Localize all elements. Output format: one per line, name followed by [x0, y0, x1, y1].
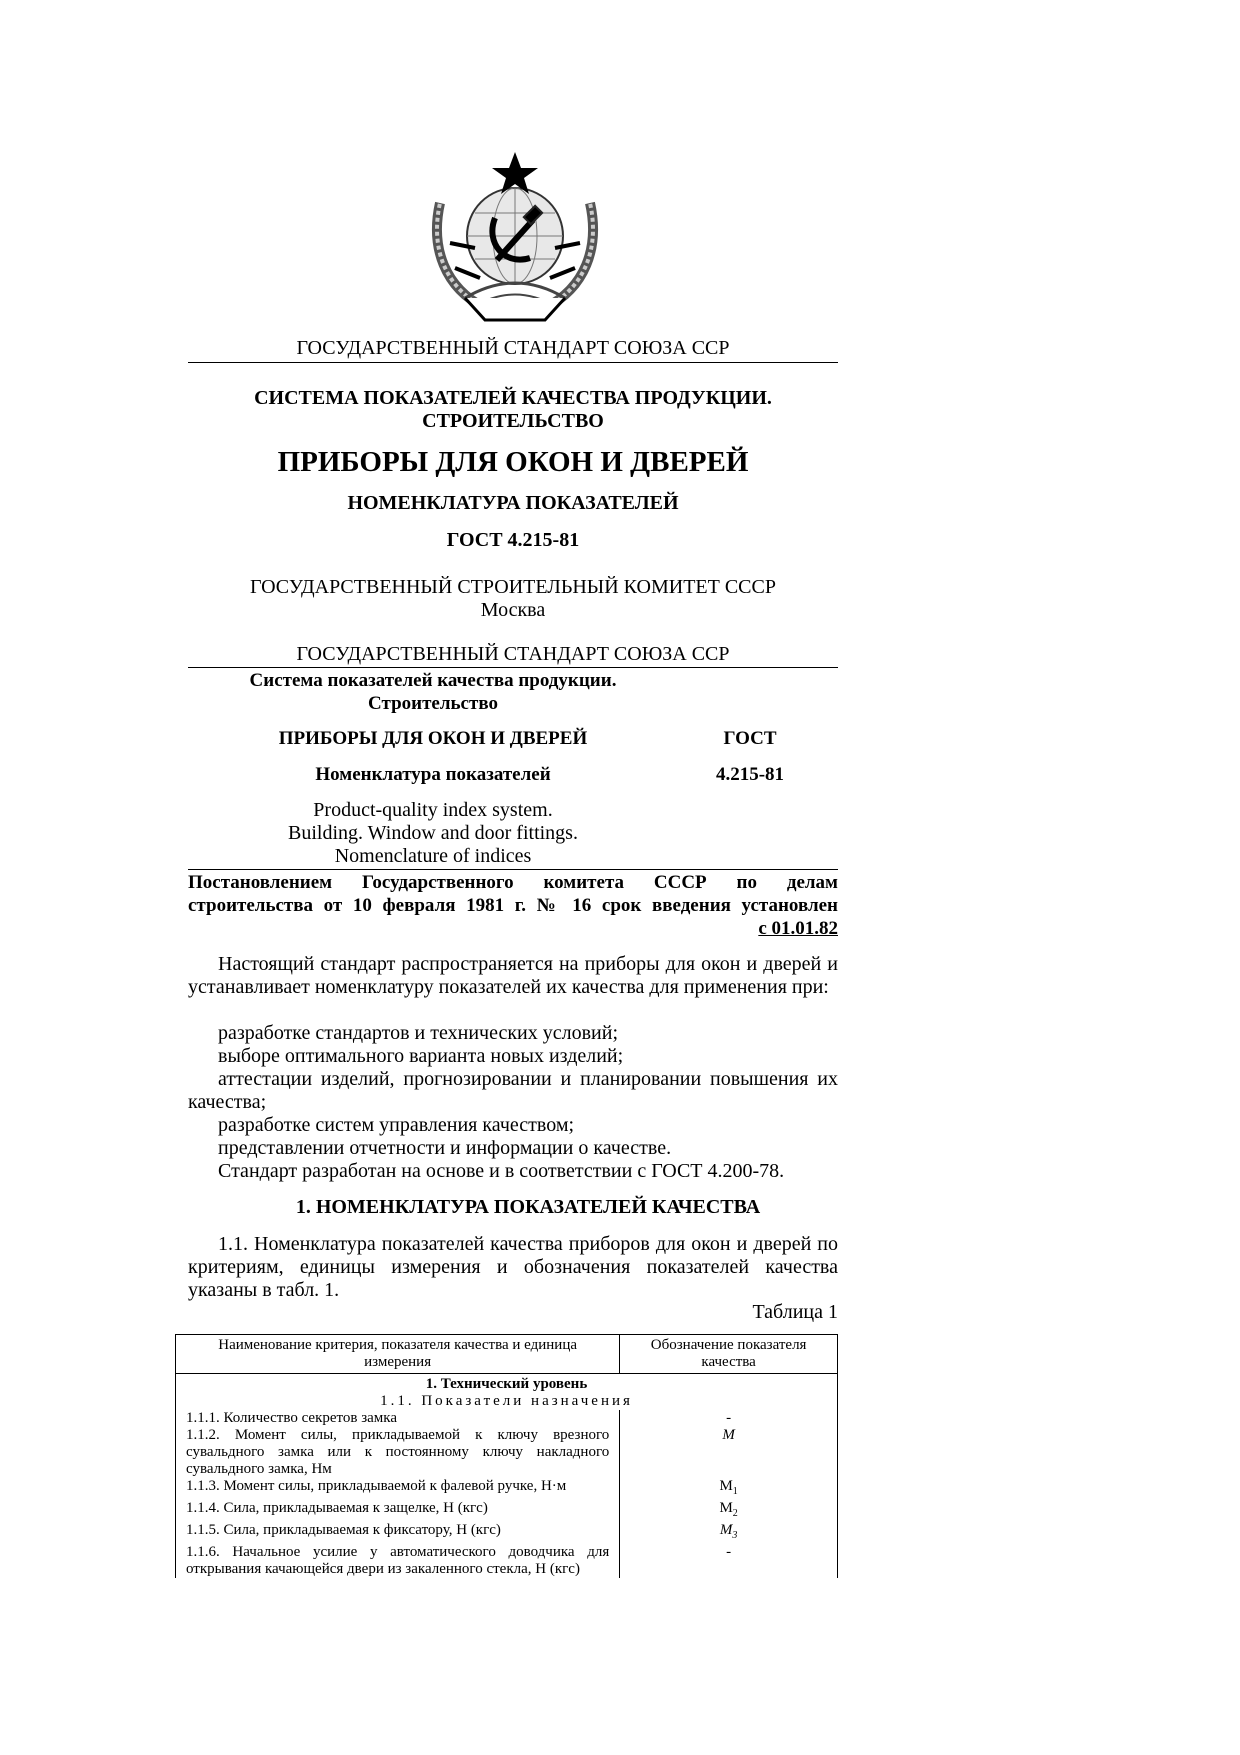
table-row — [176, 1522, 838, 1544]
header-gost-number: 4.215-81 — [715, 764, 785, 785]
paragraph-1-1: 1.1. Номенклатура показателей качества приборов для окон и дверей по критериям, единицы измерения и обозначения показателей качества указаны в табл. 1. — [188, 1233, 838, 1301]
symbol-subscript: 3 — [732, 1530, 738, 1541]
intro-paragraph: Настоящий стандарт распространяется на приборы для окон и дверей и устанавливает номенклатуру показателей их качества для применения при: — [188, 953, 838, 998]
symbol-base: M — [719, 1478, 733, 1494]
header-english-line3: Nomenclature of indices — [334, 845, 532, 867]
list-item: разработке систем управления качеством; — [218, 1114, 575, 1136]
cover-gost-number: ГОСТ 4.215-81 — [446, 529, 580, 551]
header-system-line2: Строительство — [368, 693, 498, 714]
table-cell-symbol — [620, 1478, 838, 1500]
table-header-row — [176, 1335, 838, 1374]
header-subtitle: Номенклатура показателей — [315, 764, 551, 785]
header-state-standard: ГОСУДАРСТВЕННЫЙ СТАНДАРТ СОЮЗА ССР — [296, 643, 730, 665]
table-header-name: Наименование критерия, показателя качества и единица измерения — [176, 1335, 620, 1374]
list-item: аттестации изделий, прогнозировании и планировании повышения их качества; — [188, 1068, 838, 1113]
header-english-line1: Product-quality index system. — [313, 799, 553, 821]
cover-city: Москва — [480, 599, 546, 621]
list-item: выборе оптимального варианта новых изделий; — [218, 1045, 624, 1067]
cover-title: ПРИБОРЫ ДЛЯ ОКОН И ДВЕРЕЙ — [277, 446, 749, 478]
section-title: 1. НОМЕНКЛАТУРА ПОКАЗАТЕЛЕЙ КАЧЕСТВА — [295, 1196, 761, 1218]
table-subgroup-row — [176, 1393, 838, 1410]
decree-text: Постановлением Государственного комитета СССР по делам строительства от 10 февраля 1981 г. № 16 срок введения установлен — [188, 872, 838, 916]
table-group-row — [176, 1374, 838, 1394]
table-subgroup-title: 1.1. Показатели назначения — [176, 1393, 838, 1410]
header-title: ПРИБОРЫ ДЛЯ ОКОН И ДВЕРЕЙ — [278, 728, 588, 749]
table-row — [176, 1500, 838, 1522]
basis-paragraph: Стандарт разработан на основе и в соответствии с ГОСТ 4.200-78. — [218, 1160, 785, 1182]
indicators-table — [175, 1334, 838, 1578]
symbol-base: M — [719, 1500, 733, 1516]
cover-system-line2: СТРОИТЕЛЬСТВО — [422, 410, 604, 432]
decree-date: с 01.01.82 — [758, 918, 838, 939]
header-english-line2: Building. Window and door fittings. — [288, 822, 578, 844]
cover-divider — [188, 362, 838, 363]
table-cell-name: 1.1.3. Момент силы, прикладываемой к фалевой ручке, Н·м — [176, 1478, 620, 1500]
symbol-subscript: 1 — [732, 1486, 738, 1497]
cover-state-standard: ГОСУДАРСТВЕННЫЙ СТАНДАРТ СОЮЗА ССР — [296, 337, 730, 359]
table-cell-symbol — [620, 1500, 838, 1522]
table-row — [176, 1427, 838, 1478]
symbol-subscript: 2 — [732, 1508, 738, 1519]
header-english — [188, 799, 678, 868]
table-cell-name: 1.1.2. Момент силы, прикладываемой к ключу врезного сувальдного замка или к постоянному ключу накладного сувальдного замка, Нм — [176, 1427, 620, 1478]
table-cell-name: 1.1.4. Сила, прикладываемая к защелке, Н (кгс) — [176, 1500, 620, 1522]
table-group-title: 1. Технический уровень — [176, 1374, 838, 1394]
header-gost-label: ГОСТ — [723, 728, 777, 749]
table-cell-name: 1.1.5. Сила, прикладываемая к фиксатору, Н (кгс) — [176, 1522, 620, 1544]
table-cell-symbol: M — [620, 1427, 838, 1478]
ussr-emblem-icon — [425, 148, 605, 328]
table-cell-symbol: - — [620, 1544, 838, 1578]
table-cell-symbol: - — [620, 1410, 838, 1427]
table-caption: Таблица 1 — [752, 1301, 838, 1323]
table-row — [176, 1478, 838, 1500]
cover-system-line1: СИСТЕМА ПОКАЗАТЕЛЕЙ КАЧЕСТВА ПРОДУКЦИИ. — [254, 387, 772, 409]
list-item: разработке стандартов и технических условий; — [218, 1022, 619, 1044]
header-divider-bottom — [188, 869, 838, 870]
header-system-line1: Система показателей качества продукции. — [249, 670, 617, 691]
symbol-base: M — [719, 1522, 733, 1538]
header-system — [188, 669, 678, 715]
table-cell-symbol — [620, 1522, 838, 1544]
table-header-symbol: Обозначение показателя качества — [620, 1335, 838, 1374]
table-row — [176, 1410, 838, 1427]
list-item: представлении отчетности и информации о качестве. — [218, 1137, 672, 1159]
table-cell-name: 1.1.1. Количество секретов замка — [176, 1410, 620, 1427]
cover-subtitle: НОМЕНКЛАТУРА ПОКАЗАТЕЛЕЙ — [347, 492, 679, 514]
cover-committee: ГОСУДАРСТВЕННЫЙ СТРОИТЕЛЬНЫЙ КОМИТЕТ СССР — [250, 576, 776, 598]
table-cell-name: 1.1.6. Начальное усилие у автоматического доводчика для открывания качающейся двери из закаленного стекла, Н (кгс) — [176, 1544, 620, 1578]
header-divider-top — [188, 667, 838, 668]
table-row — [176, 1544, 838, 1578]
